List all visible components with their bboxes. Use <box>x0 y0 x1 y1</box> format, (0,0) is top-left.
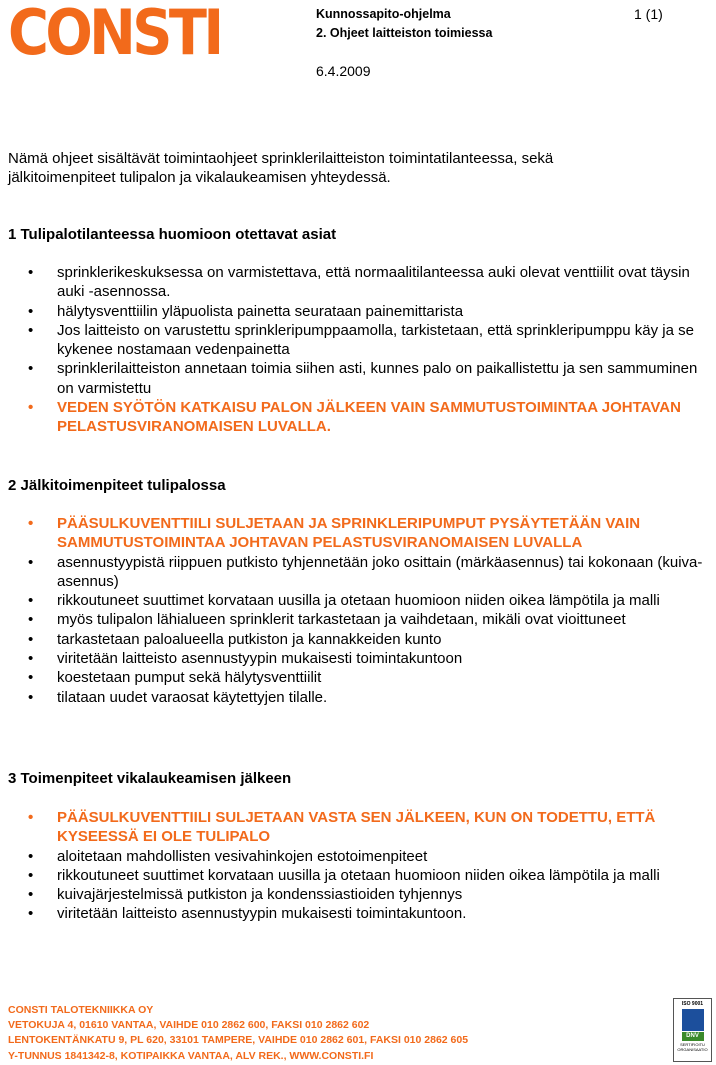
section-3-heading: 3 Toimenpiteet vikalaukeamisen jälkeen <box>8 770 292 787</box>
list-item: • hälytysventtiilin yläpuolista painetta seurataan painemittarista <box>28 302 464 320</box>
bullet-icon: • <box>28 399 34 417</box>
list-item: • rikkoutuneet suuttimet korvataan uusilla ja otetaan huomioon niiden oikea lämpötila ja malli <box>28 592 660 610</box>
section-2-heading: 2 Jälkitoimenpiteet tulipalossa <box>8 477 226 494</box>
section-1-heading: 1 Tulipalotilanteessa huomioon otettavat asiat <box>8 226 337 243</box>
bullet-icon: • <box>28 847 34 865</box>
list-item: • sprinklerilaitteiston annetaan toimia siihen asti, kunnes palo on paikallistettu ja sen sammuminen on varmistettu <box>28 360 698 397</box>
page-number: 1 (1) <box>634 6 663 22</box>
bullet-icon: • <box>28 866 34 884</box>
list-item: • koestetaan pumput sekä hälytysventtiilit <box>28 669 322 687</box>
document-title: 2. Ohjeet laitteiston toimiessa <box>316 26 493 40</box>
bullet-icon: • <box>28 630 34 648</box>
iso-certification-badge <box>673 998 712 1062</box>
list-item: • asennustyypistä riippuen putkisto tyhjennetään joko osittain (märkäasennus) tai kokonaan (kuiva-asennus) <box>28 553 703 590</box>
footer-business-id: Y-TUNNUS 1841342-8, KOTIPAIKKA VANTAA, ALV REK., WWW.CONSTI.FI <box>8 1049 374 1062</box>
bullet-icon: • <box>28 264 34 281</box>
list-item: • kuivajärjestelmissä putkiston ja kondenssiastioiden tyhjennys <box>28 886 463 904</box>
section-3-list <box>0 808 716 924</box>
bullet-icon: • <box>28 886 34 904</box>
section-1-list <box>0 263 716 437</box>
bullet-icon: • <box>28 321 34 339</box>
warning-list-item: • PÄÄSULKUVENTTIILI SULJETAAN JA SPRINKLERIPUMPUT PYSÄYTETÄÄN VAIN SAMMUTUSTOIMINTAA JOHTAVAN PELASTUSVIRANOMAISEN LUVALLA <box>28 515 641 552</box>
list-item: • rikkoutuneet suuttimet korvataan uusilla ja otetaan huomioon niiden oikea lämpötila ja malli <box>28 866 660 884</box>
company-footer <box>8 1003 468 1064</box>
list-item: • aloitetaan mahdollisten vesivahinkojen estotoimenpiteet <box>28 847 428 865</box>
section-2-list <box>0 514 716 707</box>
program-title: Kunnossapito-ohjelma <box>316 7 451 21</box>
consti-logo: CONSTI <box>8 0 221 69</box>
list-item: • Jos laitteisto on varustettu sprinkleripumppaamolla, tarkistetaan, että sprinkleripumppu käy ja se kykenee nostamaan vedenpainetta <box>28 321 694 359</box>
footer-address-tampere: LENTOKENTÄNKATU 9, PL 620, 33101 TAMPERE, VAIHDE 010 2862 601, FAKSI 010 2862 605 <box>8 1034 469 1047</box>
bullet-icon: • <box>28 688 34 706</box>
bullet-icon: • <box>28 905 34 923</box>
bullet-icon: • <box>28 302 34 320</box>
bullet-icon: • <box>28 553 34 571</box>
bullet-icon: • <box>28 592 34 610</box>
footer-company-name: CONSTI TALOTEKNIIKKA OY <box>8 1004 154 1016</box>
bullet-icon: • <box>28 360 34 378</box>
iso-standard-label: ISO 9001 <box>681 1001 704 1007</box>
bullet-icon: • <box>28 650 34 668</box>
certification-emblem-icon <box>682 1009 704 1031</box>
warning-list-item: • PÄÄSULKUVENTTIILI SULJETAAN VASTA SEN JÄLKEEN, KUN ON TODETTU, ETTÄ KYSEESSÄ EI OLE TULIPALO <box>28 809 656 846</box>
bullet-icon: • <box>28 515 34 532</box>
list-item: • tilataan uudet varaosat käytettyjen tilalle. <box>28 688 328 706</box>
list-item: • tarkastetaan paloalueella putkiston ja kannakkeiden kunto <box>28 630 442 648</box>
list-item: • sprinklerikeskuksessa on varmistettava, että normaalitilanteessa auki olevat venttiilit ovat täysin auki -asennossa. <box>28 264 690 301</box>
footer-address-vantaa: VETOKUJA 4, 01610 VANTAA, VAIHDE 010 2862 600, FAKSI 010 2862 602 <box>8 1019 370 1032</box>
certification-caption: SERTIFIOITU ORGANISAATIO <box>677 1042 708 1052</box>
bullet-icon: • <box>28 669 34 687</box>
dnv-label: DNV <box>682 1032 704 1041</box>
bullet-icon: • <box>28 611 34 629</box>
list-item: • viritetään laitteisto asennustyypin mukaisesti toimintakuntoon <box>28 650 463 668</box>
document-date: 6.4.2009 <box>316 63 371 79</box>
bullet-icon: • <box>28 809 34 826</box>
list-item: • myös tulipalon lähialueen sprinklerit tarkastetaan ja vaihdetaan, mikäli ovat vioittuneet <box>28 611 626 629</box>
warning-list-item: • VEDEN SYÖTÖN KATKAISU PALON JÄLKEEN VAIN SAMMUTUSTOIMINTAA JOHTAVAN PELASTUSVIRANOMAISEN LUVALLA. <box>28 399 681 436</box>
intro-paragraph: Nämä ohjeet sisältävät toimintaohjeet sprinklerilaitteiston toimintatilanteessa, sekä jälkitoimenpiteet tulipalon ja vikalaukeamisen yhteydessä. <box>8 150 554 186</box>
list-item: • viritetään laitteisto asennustyypin mukaisesti toimintakuntoon. <box>28 905 467 923</box>
